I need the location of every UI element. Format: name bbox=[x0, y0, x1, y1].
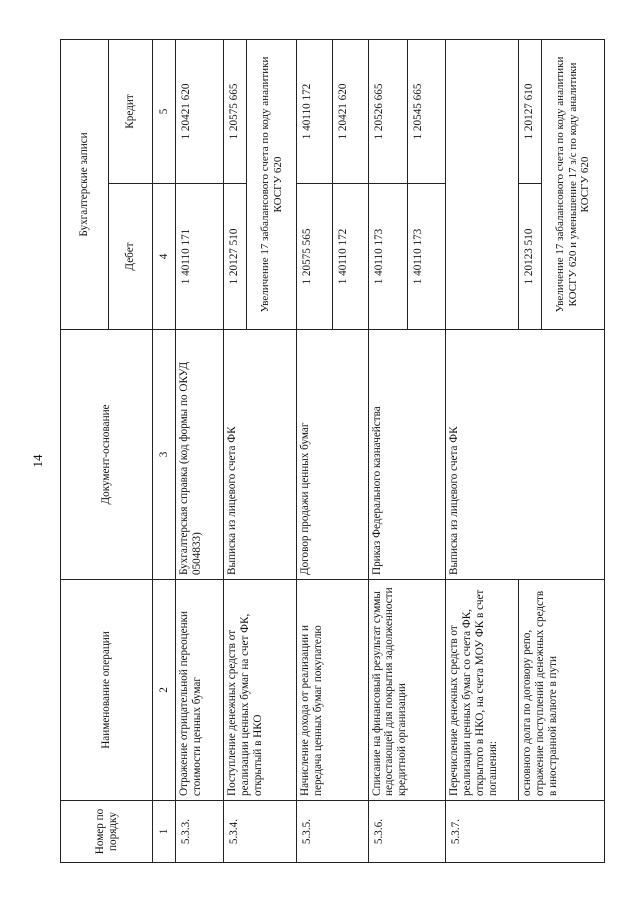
debit-account: 1 40110 173 bbox=[408, 184, 446, 330]
index-cell: 1 bbox=[153, 801, 176, 863]
row-note: Увеличение 17 забалансового счета по коду аналитики КОСГУ 620 bbox=[247, 40, 297, 330]
table-row bbox=[297, 40, 333, 863]
header-credit: Кредит bbox=[109, 40, 153, 184]
index-row bbox=[153, 40, 176, 863]
row-number: 5.3.4. bbox=[224, 801, 297, 863]
credit-account: 1 20421 620 bbox=[332, 40, 368, 184]
row-number: 5.3.5. bbox=[297, 801, 368, 863]
document-basis: Бухгалтерская справка (код формы по ОКУД 0504833) bbox=[176, 330, 224, 580]
row-number: 5.3.7. bbox=[445, 801, 604, 863]
operation-name: Начисление дохода от реализации и передача ценных бумаг покупателю bbox=[297, 580, 368, 801]
table-row bbox=[224, 40, 247, 863]
debit-account: 1 40110 172 bbox=[332, 184, 368, 330]
header-entries: Бухгалтерские записи bbox=[61, 40, 109, 330]
operation-name: Перечисление денежных средств от реализации ценных бумаг со счета ФК, открытого в НКО, на счета МОУ ФК в счет погашения: bbox=[445, 580, 518, 801]
document-basis: Выписка из лицевого счета ФК bbox=[224, 330, 297, 580]
row-number: 5.3.6. bbox=[368, 801, 445, 863]
operation-name: Поступление денежных средств от реализации ценных бумаг на счет ФК, открытый в НКО bbox=[224, 580, 297, 801]
credit-account: 1 20526 665 bbox=[368, 40, 408, 184]
document-basis: Выписка из лицевого счета ФК bbox=[445, 330, 604, 580]
debit-account: 1 20127 510 bbox=[224, 184, 247, 330]
row-note: Увеличение 17 забалансового счета по коду аналитики КОСГУ 620 и уменьшение 17 з/с по коду аналитики КОСГУ 620 bbox=[542, 40, 605, 330]
table-row bbox=[445, 40, 518, 863]
credit-account: 1 20127 610 bbox=[519, 40, 542, 184]
credit-account: 1 20421 620 bbox=[176, 40, 224, 184]
operation-subname: основного долга по договору репо, отражение поступлений денежных средств в иностранной валюте в пути bbox=[519, 580, 605, 801]
empty-cell bbox=[445, 40, 518, 330]
page-number: 14 bbox=[30, 454, 45, 468]
document-basis: Приказ Федерального казначейства bbox=[368, 330, 445, 580]
header-num: Номер по порядку bbox=[61, 801, 153, 863]
credit-account: 1 40110 172 bbox=[297, 40, 333, 184]
index-cell: 2 bbox=[153, 580, 176, 801]
row-number: 5.3.3. bbox=[176, 801, 224, 863]
operation-name: Списание на финансовый результат суммы недостающей для покрытия задолженности кредитной организации bbox=[368, 580, 445, 801]
header-debit: Дебет bbox=[109, 184, 153, 330]
operation-name: Отражение отрицательной переоценки стоимости ценных бумаг bbox=[176, 580, 224, 801]
debit-account: 1 20575 565 bbox=[297, 184, 333, 330]
index-cell: 3 bbox=[153, 330, 176, 580]
credit-account: 1 20545 665 bbox=[408, 40, 446, 184]
index-cell: 4 bbox=[153, 184, 176, 330]
header-name: Наименование операции bbox=[61, 580, 153, 801]
document-basis: Договор продажи ценных бумаг bbox=[297, 330, 368, 580]
table-row bbox=[368, 40, 408, 863]
debit-account: 1 40110 171 bbox=[176, 184, 224, 330]
header-doc: Документ-основание bbox=[61, 330, 153, 580]
debit-account: 1 40110 173 bbox=[368, 184, 408, 330]
rotated-table-container bbox=[60, 40, 605, 863]
index-cell: 5 bbox=[153, 40, 176, 184]
credit-account: 1 20575 665 bbox=[224, 40, 247, 184]
debit-account: 1 20123 510 bbox=[519, 184, 542, 330]
table-row bbox=[176, 40, 224, 863]
accounting-entries-table bbox=[60, 39, 605, 863]
